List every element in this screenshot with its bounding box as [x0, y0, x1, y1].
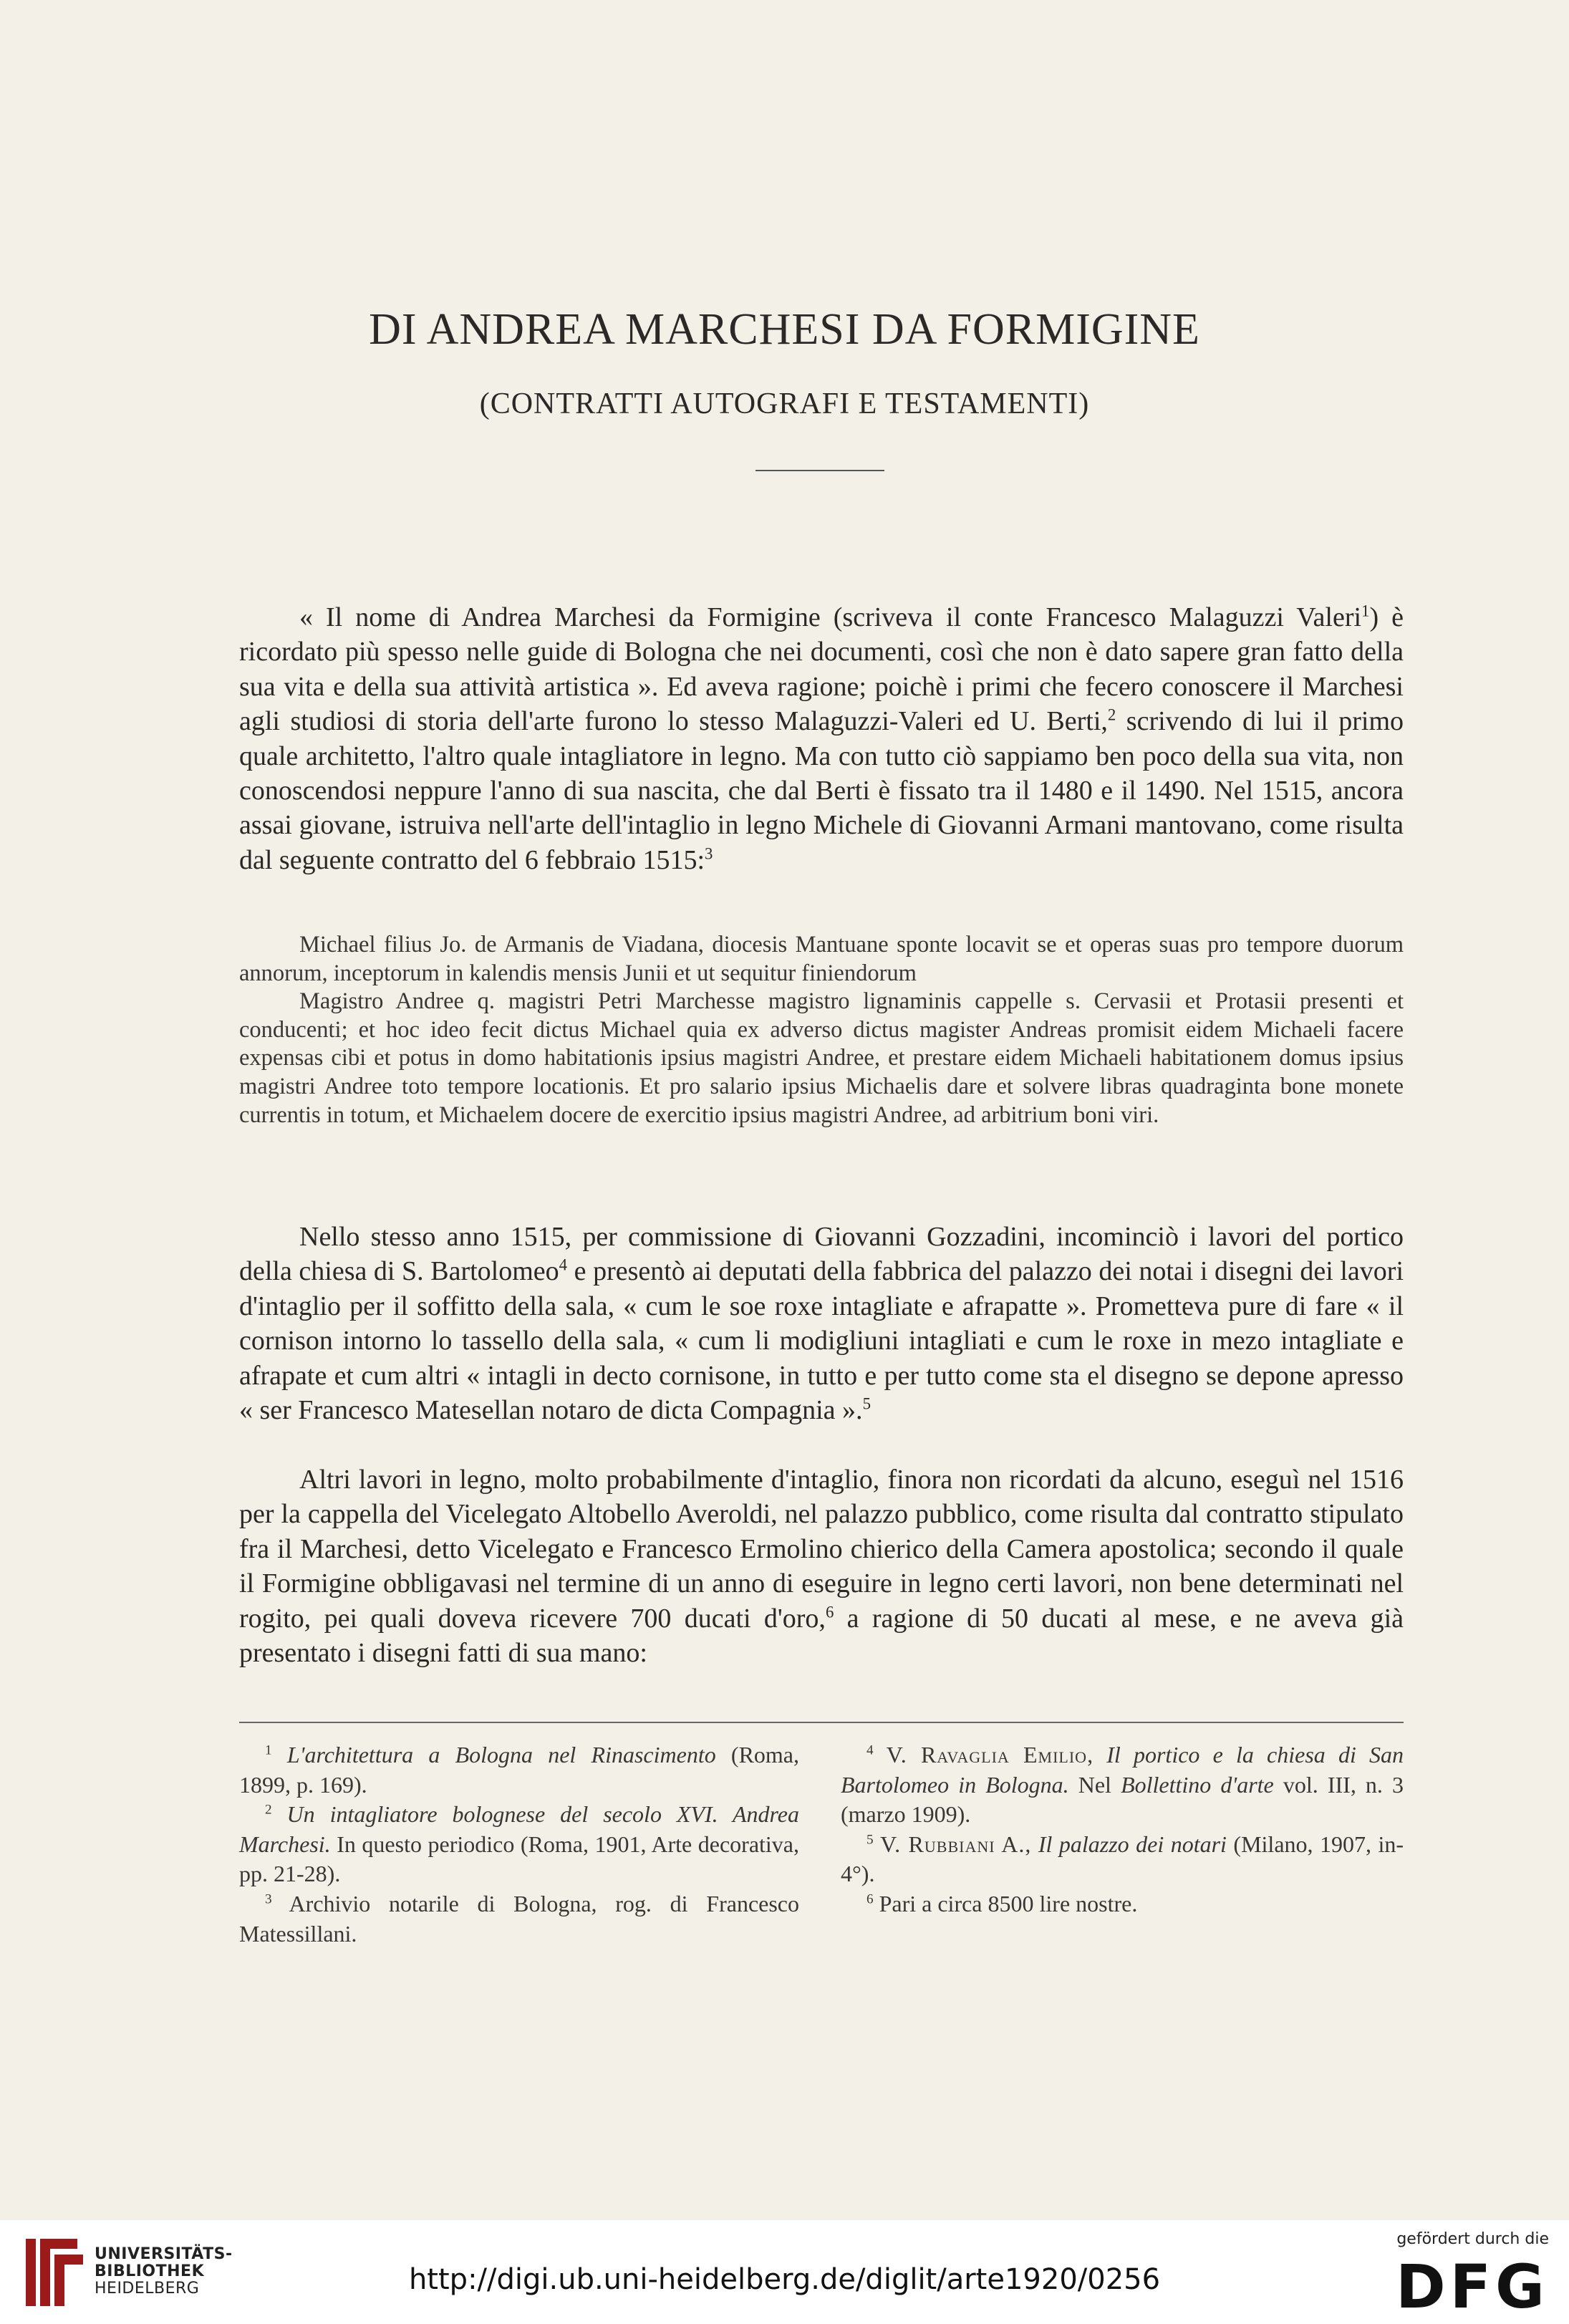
- funding-label: gefördert durch die: [1396, 2230, 1549, 2248]
- permalink-url[interactable]: http://digi.ub.uni-heidelberg.de/diglit/arte1920/0256: [408, 2263, 1161, 2296]
- footnote-5: [841, 1830, 1404, 1889]
- article-title: DI ANDREA MARCHESI DA FORMIGINE: [369, 305, 1200, 354]
- footnote-4-title: Il portico e la chiesa di San Bartolomeo in Bologna.: [841, 1742, 1404, 1798]
- footnote-5-author: V. Rubbiani A.,: [880, 1831, 1032, 1857]
- institution-line-1: UNIVERSITÄTS-: [95, 2245, 233, 2263]
- footnotes-left-column: [239, 1740, 799, 1949]
- dfg-logo[interactable]: DFG: [1395, 2252, 1549, 2322]
- institution-line-3: HEIDELBERG: [95, 2280, 200, 2298]
- footnote-4-journal: Bollettino d'arte: [1121, 1771, 1274, 1798]
- footnote-1-number: 1: [265, 1742, 272, 1758]
- footnote-2: [239, 1800, 799, 1889]
- footnotes-right-column: [841, 1740, 1404, 1919]
- footnote-4: [841, 1740, 1404, 1830]
- footnote-4-connector: Nel: [1068, 1771, 1121, 1798]
- footnote-5-title: Il palazzo dei notari: [1031, 1831, 1227, 1857]
- footnote-6: [841, 1889, 1404, 1919]
- paragraph-3-text-a: Altri lavori in legno, molto probabilmente d'intaglio, finora non ricordati da alcuno, eseguì nel 1516 per la cappella del Vicelegato Altobello Averoldi, nel palazzo pubblico, come risulta dal contratto stipulato fra il Marchesi, detto Vicelegato e Francesco Ermolino chierico della Camera apostolica; secondo il quale il Formigine obbligavasi nel termine di un anno di eseguire in legno certi lavori, non bene determinati nel rogito, pei quali doveva ricevere 700 ducati d'oro,: [239, 1465, 1404, 1634]
- contract-quotation: [239, 931, 1404, 1129]
- footnote-3-number: 3: [265, 1891, 272, 1907]
- footnote-2-title: Un intagliatore bolognese del secolo XVI. Andrea Marchesi.: [239, 1801, 800, 1857]
- footnote-ref-6[interactable]: 6: [825, 1602, 834, 1621]
- footnote-4-author: V. Ravaglia Emilio,: [886, 1742, 1094, 1768]
- paragraph-2: [239, 1220, 1404, 1427]
- footnote-ref-4[interactable]: 4: [559, 1255, 568, 1274]
- title-divider: [755, 470, 884, 471]
- footnote-4-number: 4: [866, 1742, 874, 1758]
- paragraph-2-text-b: e presentò ai deputati della fabbrica del palazzo dei notai i disegni dei lavori d'intaglio per il soffitto della sala, « cum le soe roxe intagliate e afrapatte ». Prometteva pure di fare « il cornison intorno lo tassello della sala, « cum li modigliuni intagliati e cum le roxe in mezo intagliate e afrapate et cum altri « intagli in decto cornisone, in tutto e per tutto come sta el disegno se depone apresso « ser Francesco Matesellan notaro de dicta Compagnia ».: [239, 1256, 1404, 1426]
- footnote-3-text: Archivio notarile di Bologna, rog. di Francesco Matessillani.: [239, 1890, 799, 1947]
- quotation-line-b: Magistro Andree q. magistri Petri Marchesse magistro lignaminis cappelle s. Cervasii et Protasii presenti et conducenti; et hoc ideo fecit dictus Michael quia ex adverso dictus magister Andreas promisit eidem Michaeli facere expensas cibi et potus in domo habitationis ipsius magistri Andree, et prestare eidem Michaeli habitationem domus ipsius magistri Andree toto tempore locationis. Et pro salario ipsius Michaelis dare et solvere libras quadraginta bone monete currentis in totum, et Michaelem docere de exercitio ipsius magistri Andree, ad arbitrium boni viri.: [239, 988, 1404, 1128]
- footnote-6-number: 6: [866, 1891, 874, 1907]
- footnote-ref-3[interactable]: 3: [705, 844, 713, 863]
- footnote-3: [239, 1889, 799, 1949]
- footnote-divider: [239, 1722, 1404, 1723]
- paragraph-1-text-c: scrivendo di lui il primo quale architetto, l'altro quale intagliatore in legno. Ma con tutto ciò sappiamo ben poco della sua vita, non conoscendosi neppure l'anno di sua nascita, che dal Berti è fissato tra il 1480 e il 1490. Nel 1515, ancora assai giovane, istruiva nell'arte dell'intaglio in legno Michele di Giovanni Armani mantovano, come risulta dal seguente contratto del 6 febbraio 1515:: [239, 706, 1404, 875]
- institution-line-2: BIBLIOTHEK: [95, 2262, 205, 2280]
- footnote-2-text: In questo periodico (Roma, 1901, Arte decorativa, pp. 21-28).: [239, 1831, 799, 1887]
- footnote-1: [239, 1740, 799, 1800]
- paragraph-1: [239, 600, 1404, 877]
- paragraph-3-text-b: a ragione di 50 ducati al mese, e ne aveva già presentato i disegni fatti di sua mano:: [239, 1603, 1404, 1669]
- paragraph-1-text-b: ) è ricordato più spesso nelle guide di Bologna che nei documenti, così che non è dato sapere gran fatto della sua vita e della sua attività artistica ». Ed aveva ragione; poichè i primi che fecero conoscere il Marchesi agli studiosi di storia dell'arte furono lo stesso Malaguzzi-Valeri ed U. Berti,: [239, 602, 1404, 737]
- footnote-5-text: (Milano, 1907, in-4°).: [841, 1831, 1404, 1887]
- footnote-4-text: vol. III, n. 3 (marzo 1909).: [841, 1771, 1404, 1828]
- footnote-1-title: L'architettura a Bologna nel Rinascimento: [286, 1742, 716, 1768]
- viewer-footer: [0, 2220, 1569, 2324]
- footnote-5-number: 5: [866, 1832, 874, 1848]
- footnote-2-number: 2: [265, 1802, 272, 1818]
- footnote-ref-5[interactable]: 5: [862, 1394, 871, 1413]
- paragraph-3: [239, 1462, 1404, 1670]
- footnote-1-text: (Roma, 1899, p. 169).: [239, 1742, 800, 1798]
- footnote-6-text: Pari a circa 8500 lire nostre.: [873, 1890, 1138, 1916]
- footnote-ref-2[interactable]: 2: [1107, 705, 1116, 724]
- article-subtitle: (CONTRATTI AUTOGRAFI E TESTAMENTI): [479, 387, 1090, 420]
- footnote-ref-1[interactable]: 1: [1361, 602, 1370, 620]
- paragraph-1-text-a: « Il nome di Andrea Marchesi da Formigine (scriveva il conte Francesco Malaguzzi Valeri: [299, 602, 1362, 632]
- quotation-line-a: Michael filius Jo. de Armanis de Viadana, diocesis Mantuane sponte locavit se et operas suas pro tempore duorum annorum, inceptorum in kalendis mensis Junii et ut sequitur finiendorum: [239, 932, 1404, 986]
- paragraph-2-text-a: Nello stesso anno 1515, per commissione di Giovanni Gozzadini, incominciò i lavori del portico della chiesa di S. Bartolomeo: [239, 1222, 1404, 1287]
